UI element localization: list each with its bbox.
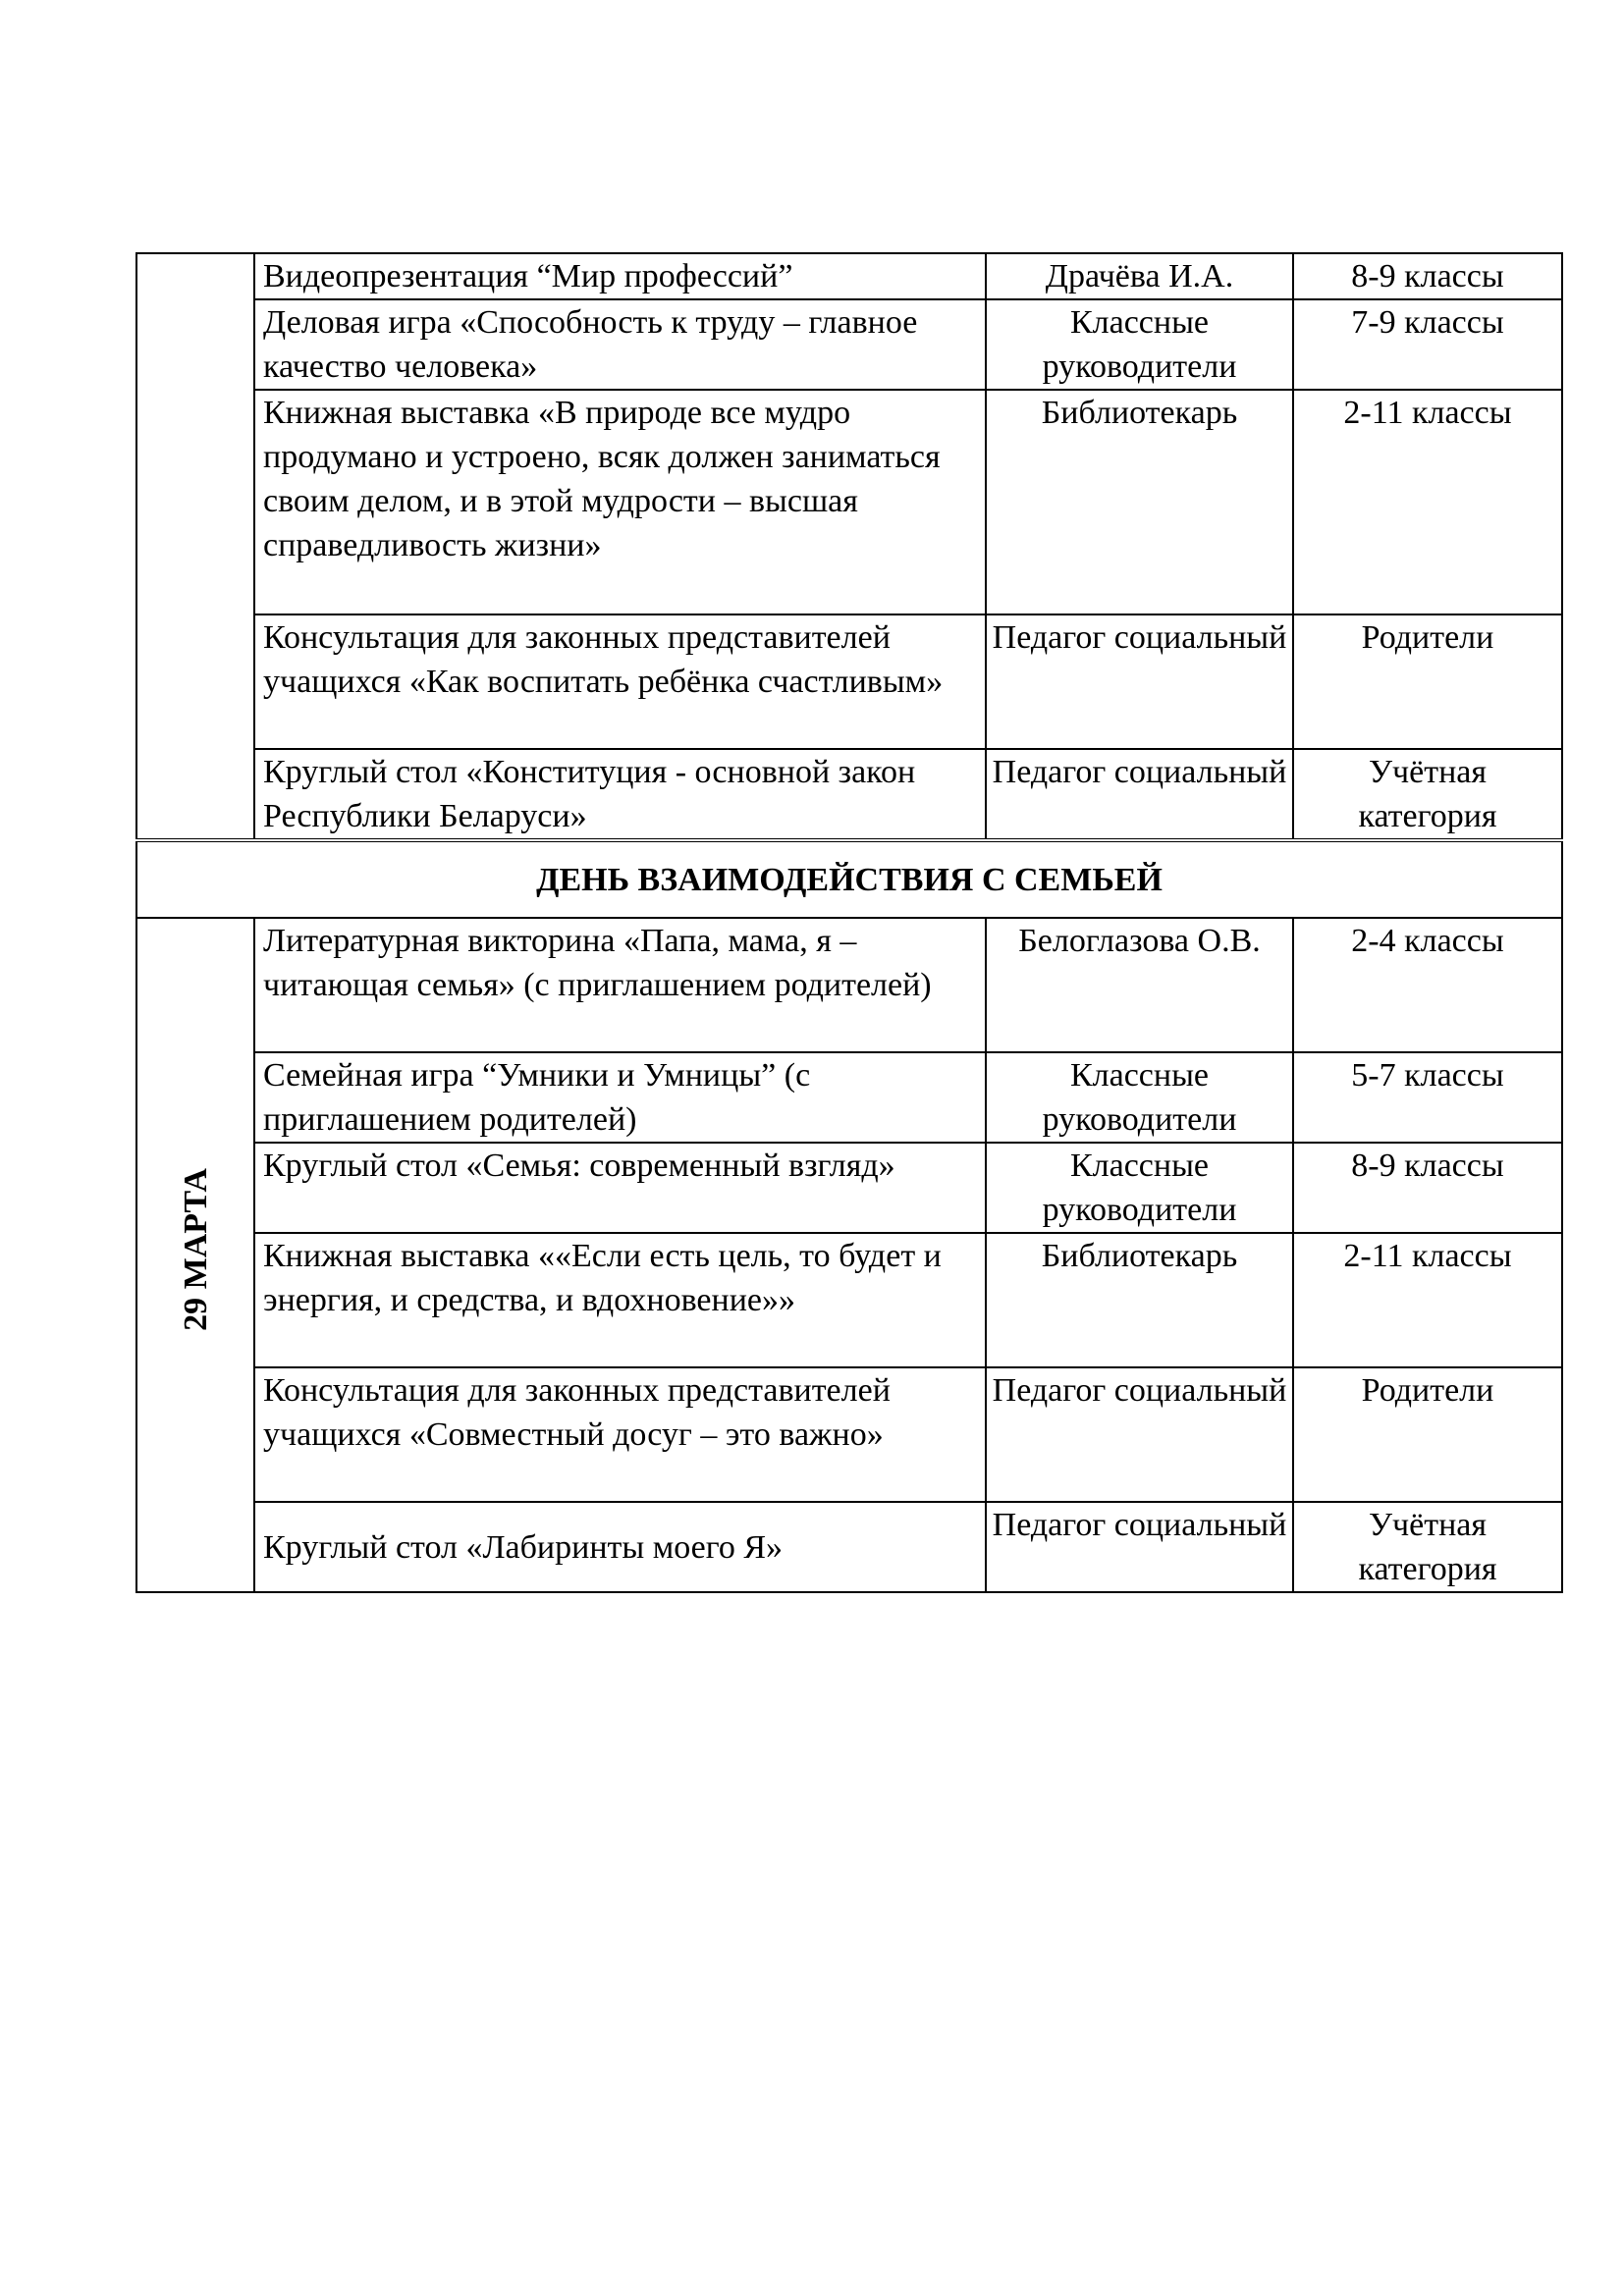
date-cell: [136, 918, 254, 1592]
responsible-cell: Белоглазова О.В.: [986, 918, 1293, 1052]
table-row: [136, 749, 1562, 840]
audience-cell: Родители: [1293, 614, 1562, 749]
responsible-cell: Классные руководители: [986, 299, 1293, 390]
event-cell: Круглый стол «Конституция - основной закон Республики Беларуси»: [254, 749, 986, 840]
audience-cell: Родители: [1293, 1367, 1562, 1502]
table-row: [136, 1143, 1562, 1233]
date-cell: [136, 253, 254, 840]
table-row: [136, 1367, 1562, 1502]
event-cell: Видеопрезентация “Мир профессий”: [254, 253, 986, 299]
audience-cell: 2-11 классы: [1293, 390, 1562, 614]
event-cell: Книжная выставка ««Если есть цель, то будет и энергия, и средства, и вдохновение»»: [254, 1233, 986, 1367]
audience-cell: 2-11 классы: [1293, 1233, 1562, 1367]
audience-cell: Учётная категория: [1293, 749, 1562, 840]
event-cell: Круглый стол «Семья: современный взгляд»: [254, 1143, 986, 1233]
table-row: [136, 1502, 1562, 1592]
audience-cell: 2-4 классы: [1293, 918, 1562, 1052]
audience-cell: 8-9 классы: [1293, 253, 1562, 299]
schedule-table: [135, 252, 1563, 1593]
event-cell: Круглый стол «Лабиринты моего Я»: [254, 1502, 986, 1592]
responsible-cell: Педагог социальный: [986, 749, 1293, 840]
table-row: [136, 918, 1562, 1052]
audience-cell: 7-9 классы: [1293, 299, 1562, 390]
responsible-cell: Классные руководители: [986, 1143, 1293, 1233]
event-cell: Консультация для законных представителей учащихся «Как воспитать ребёнка счастливым»: [254, 614, 986, 749]
table-row: [136, 614, 1562, 749]
event-cell: Консультация для законных представителей учащихся «Совместный досуг – это важно»: [254, 1367, 986, 1502]
audience-cell: 8-9 классы: [1293, 1143, 1562, 1233]
table-row: [136, 390, 1562, 614]
section-title: ДЕНЬ ВЗАИМОДЕЙСТВИЯ С СЕМЬЕЙ: [136, 840, 1562, 918]
responsible-cell: Педагог социальный: [986, 614, 1293, 749]
responsible-cell: Педагог социальный: [986, 1502, 1293, 1592]
event-cell: Семейная игра “Умники и Умницы” (с приглашением родителей): [254, 1052, 986, 1143]
audience-cell: Учётная категория: [1293, 1502, 1562, 1592]
event-cell: Деловая игра «Способность к труду – главное качество человека»: [254, 299, 986, 390]
responsible-cell: Классные руководители: [986, 1052, 1293, 1143]
event-cell: Книжная выставка «В природе все мудро продумано и устроено, всяк должен заниматься своим делом, и в этой мудрости – высшая справедливость жизни»: [254, 390, 986, 614]
date-label: 29 МАРТА: [177, 1167, 214, 1331]
responsible-cell: Библиотекарь: [986, 1233, 1293, 1367]
table-row: [136, 1233, 1562, 1367]
responsible-cell: Педагог социальный: [986, 1367, 1293, 1502]
table-row: [136, 253, 1562, 299]
section-header-row: [136, 840, 1562, 918]
event-cell: Литературная викторина «Папа, мама, я – читающая семья» (с приглашением родителей): [254, 918, 986, 1052]
responsible-cell: Драчёва И.А.: [986, 253, 1293, 299]
audience-cell: 5-7 классы: [1293, 1052, 1562, 1143]
responsible-cell: Библиотекарь: [986, 390, 1293, 614]
table-row: [136, 299, 1562, 390]
table-row: [136, 1052, 1562, 1143]
